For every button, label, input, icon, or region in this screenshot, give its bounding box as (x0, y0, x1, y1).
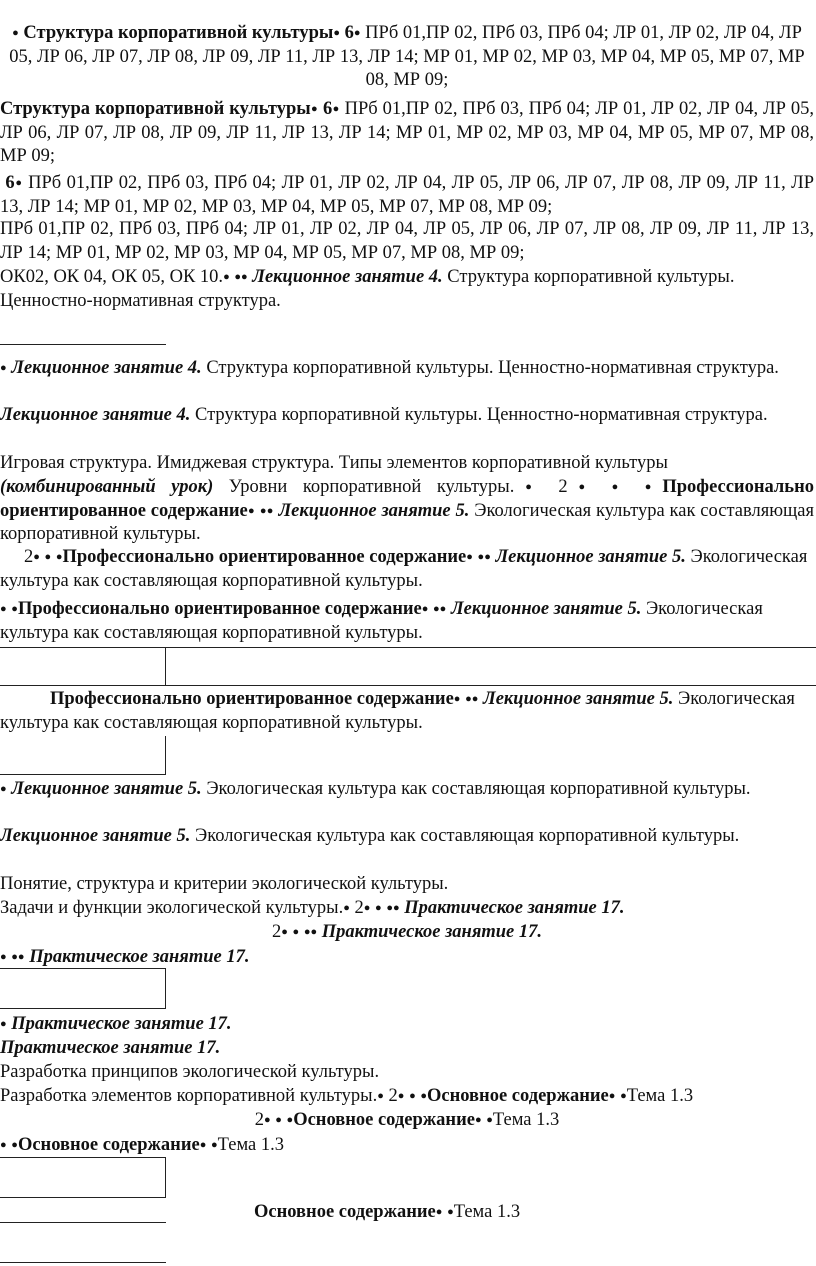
lecture5-topic1: Понятие, структура и критерии экологической культуры. (0, 874, 449, 894)
main-content-line: Основное содержание● ●Тема 1.3 (254, 1202, 521, 1222)
practice17-hours-line: 2● ● ●● Практическое занятие 17. (272, 922, 542, 942)
prof-content-line-3: Профессионально ориентированное содержание● ●● Лекционное занятие 5. Экологическая культура как составляющая корпоративной культуры. (0, 689, 795, 733)
competencies: ПРб 01,ПР 02, ПРб 03, ПРб 04; ЛР 01, ЛР 02, ЛР 04, ЛР 05, ЛР 06, ЛР 07, ЛР 08, ЛР 09, ЛР 11, ЛР 13, ЛР 14; МР 01, МР 02, МР 03, МР 04, МР 05, МР 07, МР 08, МР 09; (9, 23, 805, 90)
combined-lesson-line: (комбинированный урок) Уровни корпоративной культуры.● 2● ● ●Профессионально ориентированное содержание● ●● Лекционное занятие 5. Экологическая культура как составляющая корпоративной культуры. (0, 477, 814, 544)
hours-competencies: 6● ПРб 01,ПР 02, ПРб 03, ПРб 04; ЛР 01, ЛР 02, ЛР 04, ЛР 05, ЛР 06, ЛР 07, ЛР 08, ЛР 09, ЛР 11, ЛР 13, ЛР 14; МР 01, МР 02, МР 03, МР 04, МР 05, МР 07, МР 08, МР 09; (0, 173, 815, 217)
lecture5-line: Лекционное занятие 5. Экологическая культура как составляющая корпоративной культуры. (0, 826, 740, 846)
footnote-rule (0, 344, 166, 345)
competencies-plain: ПРб 01,ПР 02, ПРб 03, ПРб 04; ЛР 01, ЛР 02, ЛР 04, ЛР 05, ЛР 06, ЛР 07, ЛР 08, ЛР 09, ЛР 11, ЛР 13, ЛР 14; МР 01, МР 02, МР 03, МР 04, МР 05, МР 07, МР 08, МР 09; (0, 219, 814, 263)
practice17-line-1: ● Практическое занятие 17. (0, 1014, 232, 1034)
table-rule-6 (0, 1157, 166, 1158)
table-rule-4 (0, 968, 166, 969)
structure-heading: Структура корпоративной культуры (23, 23, 334, 43)
prof-content-line: 2● ● ●Профессионально ориентированное содержание● ●● Лекционное занятие 5. Экологическая культура как составляющая корпоративной культуры. (0, 547, 808, 591)
practice17-line-2: Практическое занятие 17. (0, 1038, 221, 1058)
table-rule-7 (0, 1197, 166, 1198)
prof-content-line-2: ● ●Профессионально ориентированное содержание● ●● Лекционное занятие 5. Экологическая культура как составляющая корпоративной культуры. (0, 599, 763, 643)
table-rule-5 (0, 1008, 166, 1009)
lecture5-bullet-line: ● Лекционное занятие 5. Экологическая культура как составляющая корпоративной культуры. (0, 779, 751, 799)
table-vline-4 (165, 1157, 166, 1197)
table-rule-9 (0, 1262, 166, 1263)
table-vline-3 (165, 968, 166, 1008)
table-vline-1 (165, 647, 166, 685)
ok-lecture4-line: ОК02, ОК 04, ОК 05, ОК 10.● ●● Лекционное занятие 4. Структура корпоративной культуры. Ценностно-нормативная структура. (0, 267, 735, 311)
lecture4-line: Лекционное занятие 4. Структура корпоративной культуры. Ценностно-нормативная структура. (0, 405, 768, 425)
lecture5-topic2: Задачи и функции экологической культуры.● 2● ● ●● Практическое занятие 17. (0, 898, 625, 918)
structure-heading-line: ● Структура корпоративной культуры● 6● ПРб 01,ПР 02, ПРб 03, ПРб 04; ЛР 01, ЛР 02, ЛР 04, ЛР 05, ЛР 06, ЛР 07, ЛР 08, ЛР 09, ЛР 11, ЛР 13, ЛР 14; МР 01, МР 02, МР 03, МР 04, МР 05, МР 07, МР 08, МР 09; (9, 23, 805, 90)
ok-list: ОК02, ОК 04, ОК 05, ОК 10. (0, 267, 224, 287)
table-rule-3 (0, 774, 166, 775)
practice17-topic1: Разработка принципов экологической культуры. (0, 1062, 380, 1082)
main-content-bullet-line: ● ●Основное содержание● ●Тема 1.3 (0, 1135, 285, 1155)
table-rule-2 (0, 685, 816, 686)
practice17-topic2: Разработка элементов корпоративной культуры.● 2● ● ●Основное содержание● ●Тема 1.3 (0, 1086, 694, 1106)
table-rule-1 (0, 647, 816, 648)
structure-competencies: Структура корпоративной культуры● 6● ПРб 01,ПР 02, ПРб 03, ПРб 04; ЛР 01, ЛР 02, ЛР 04, ЛР 05, ЛР 06, ЛР 07, ЛР 08, ЛР 09, ЛР 11, ЛР 13, ЛР 14; МР 01, МР 02, МР 03, МР 04, МР 05, МР 07, МР 08, МР 09; (0, 99, 814, 166)
table-rule-8 (0, 1222, 166, 1223)
practice17-bullet-line: ● ●● Практическое занятие 17. (0, 947, 250, 967)
lecture4-bullet-line: ● Лекционное занятие 4. Структура корпоративной культуры. Ценностно-нормативная структура. (0, 358, 779, 378)
main-content-hours-line: 2● ● ●Основное содержание● ●Тема 1.3 (254, 1110, 560, 1130)
table-vline-2 (165, 736, 166, 774)
lecture4-topics: Игровая структура. Имиджевая структура. Типы элементов корпоративной культуры (0, 453, 668, 473)
